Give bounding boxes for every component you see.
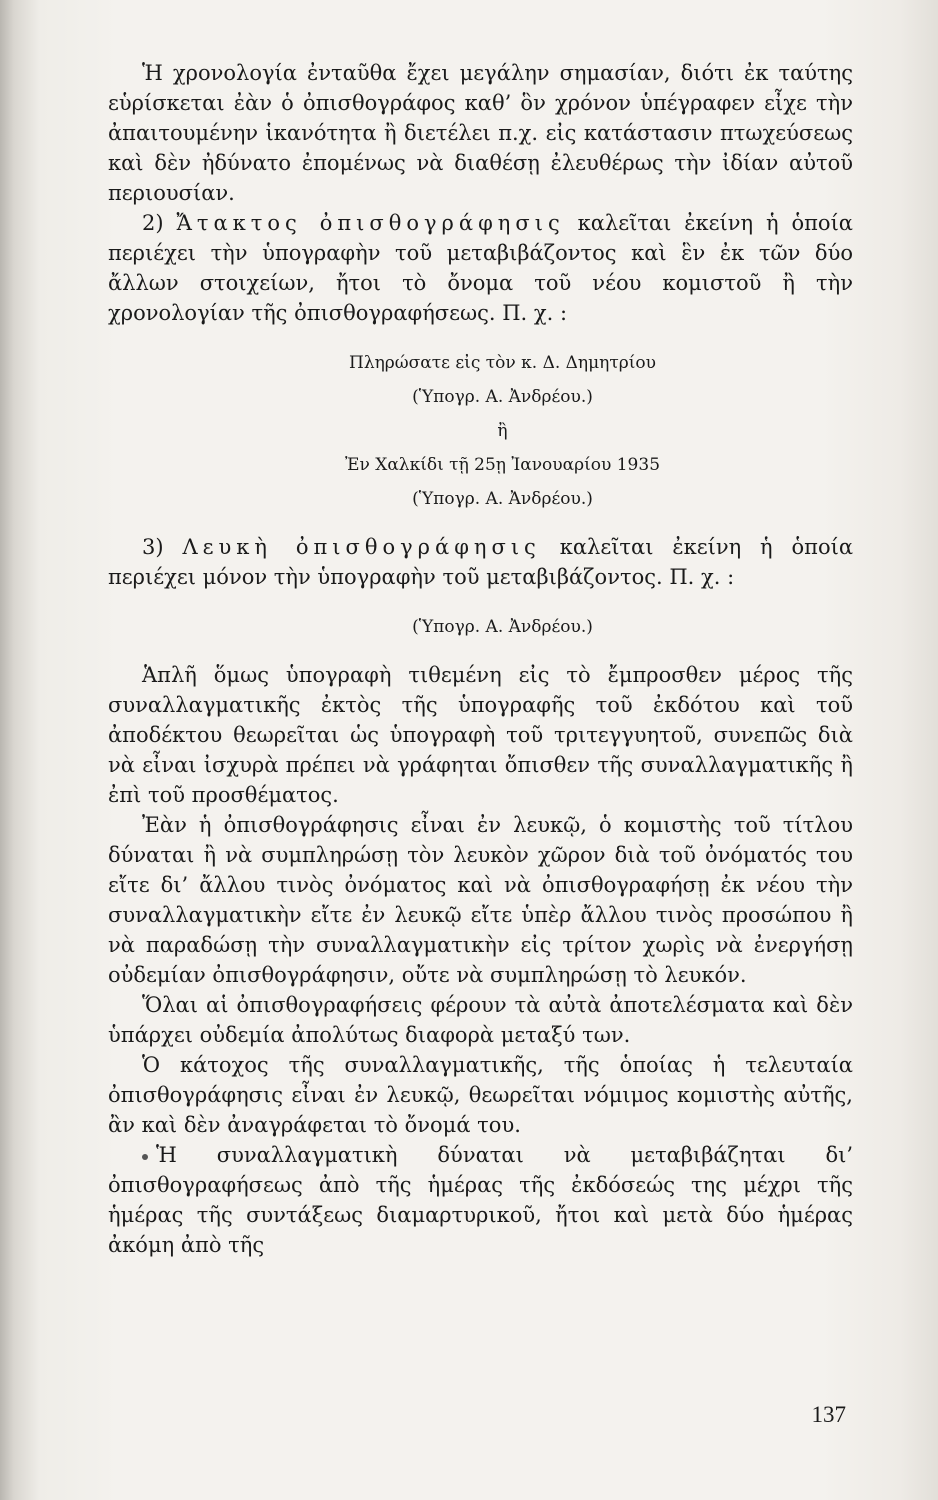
- item-number-3: 3): [142, 535, 183, 559]
- paragraph-holder: Ὁ κάτοχος τῆς συναλλαγματικῆς, τῆς ὁποίας ἡ τελευταία ὀπισθογράφησις εἶναι ἐν λευκῷ, θεωρεῖται νόμιμος κομιστὴς αὐτῆς, ἂν καὶ δὲν ἀναγράφεται τὸ ὄνομά του.: [108, 1053, 853, 1137]
- page-number: 137: [811, 1402, 846, 1427]
- definition-blank-endorsement: καλεῖται ἐκείνη ἡ ὁποία περιέχει μόνον τὴν ὑπογραφὴν τοῦ μεταβιβάζοντος. Π. χ. :: [108, 535, 854, 589]
- term-blank-endorsement: Λευκὴ ὀπισθογράφησις: [182, 535, 541, 559]
- example-group-1: [108, 352, 853, 510]
- paragraph-irregular-endorsement: [108, 208, 853, 328]
- bullet-mark: [142, 1154, 148, 1160]
- page-text: [108, 58, 853, 1260]
- term-irregular-endorsement: Ἄτακτος ὀπισθογράφησις: [176, 211, 565, 235]
- paragraph-effects: Ὅλαι αἱ ὀπισθογραφήσεις φέρουν τὰ αὐτὰ ἀποτελέσματα καὶ δὲν ὑπάρχει οὐδεμία ἀπολύτως διαφορὰ μεταξύ των.: [108, 993, 853, 1047]
- item-number-2: 2): [142, 211, 177, 235]
- paragraph-transfer: [108, 1140, 853, 1260]
- example-signature: (Ὑπογρ. Α. Ἀνδρέου.): [412, 387, 593, 407]
- example-signature: (Ὑπογρ. Α. Ἀνδρέου.): [412, 617, 593, 637]
- example-or: ἢ: [497, 421, 508, 441]
- paragraph-transfer-text: Ἡ συναλλαγματικὴ δύναται νὰ μεταβιβάζηται δι’ ὀπισθογραφήσεως ἀπὸ τῆς ἡμέρας τῆς ἐκδόσεώς της μέχρι τῆς ἡμέρας τῆς συντάξεως διαμαρτυρικοῦ, ἤτοι καὶ μετὰ δύο ἡμέρας ἀκόμη ἀπὸ τῆς: [108, 1143, 853, 1257]
- definition-irregular-endorsement: καλεῖται ἐκείνη ἡ ὁποία περιέχει τὴν ὑπογραφὴν τοῦ μεταβιβάζοντος καὶ ἓν ἐκ τῶν δύο ἄλλων στοιχείων, ἤτοι τὸ ὄνομα τοῦ νέου κομιστοῦ ἢ τὴν χρονολογίαν τῆς ὀπισθογραφήσεως. Π. χ. :: [108, 211, 853, 325]
- example-signature: (Ὑπογρ. Α. Ἀνδρέου.): [412, 489, 593, 509]
- example-group-2: [108, 616, 853, 638]
- paragraph-blank-endorsement: [108, 532, 853, 592]
- paragraph-blank-holder: Ἐὰν ἡ ὀπισθογράφησις εἶναι ἐν λευκῷ, ὁ κομιστὴς τοῦ τίτλου δύναται ἢ νὰ συμπληρώσῃ τὸν λευκὸν χῶρον διὰ τοῦ ὀνόματός του εἴτε δι’ ἄλλου τινὸς ὀνόματος καὶ νὰ ὀπισθογραφήσῃ ἐκ νέου τὴν συναλλαγματικὴν εἴτε ἐν λευκῷ εἴτε ὑπὲρ ἄλλου τινὸς προσώπου ἢ νὰ παραδώσῃ τὴν συναλλαγματικὴν εἰς τρίτον χωρὶς νὰ ἐνεργήσῃ οὐδεμίαν ὀπισθογράφησιν, οὔτε νὰ συμπληρώσῃ τὸ λευκόν.: [108, 813, 853, 987]
- paragraph-simple-signature: Ἁπλῆ ὅμως ὑπογραφὴ τιθεμένη εἰς τὸ ἔμπροσθεν μέρος τῆς συναλλαγματικῆς ἐκτὸς τῆς ὑπογραφῆς τοῦ ἐκδότου καὶ τοῦ ἀποδέκτου θεωρεῖται ὡς ὑπογραφὴ τοῦ τριτεγγυητοῦ, συνεπῶς διὰ νὰ εἶναι ἰσχυρὰ πρέπει νὰ γράφηται ὄπισθεν τῆς συναλλαγματικῆς ἢ ἐπὶ τοῦ προσθέματος.: [108, 663, 853, 807]
- example-line: Ἐν Χαλκίδι τῇ 25ῃ Ἰανουαρίου 1935: [344, 455, 661, 475]
- paragraph-chronology: Ἡ χρονολογία ἐνταῦθα ἔχει μεγάλην σημασίαν, διότι ἐκ ταύτης εὑρίσκεται ἐὰν ὁ ὀπισθογράφος καθ’ ὃν χρόνον ὑπέγραφεν εἶχε τὴν ἀπαιτουμένην ἱκανότητα ἢ διετέλει π.χ. εἰς κατάστασιν πτωχεύσεως καὶ δὲν ἠδύνατο ἐπομένως νὰ διαθέσῃ ἐλευθέρως τὴν ἰδίαν αὐτοῦ περιουσίαν.: [108, 61, 853, 205]
- example-line: Πληρώσατε εἰς τὸν κ. Δ. Δημητρίου: [349, 353, 656, 373]
